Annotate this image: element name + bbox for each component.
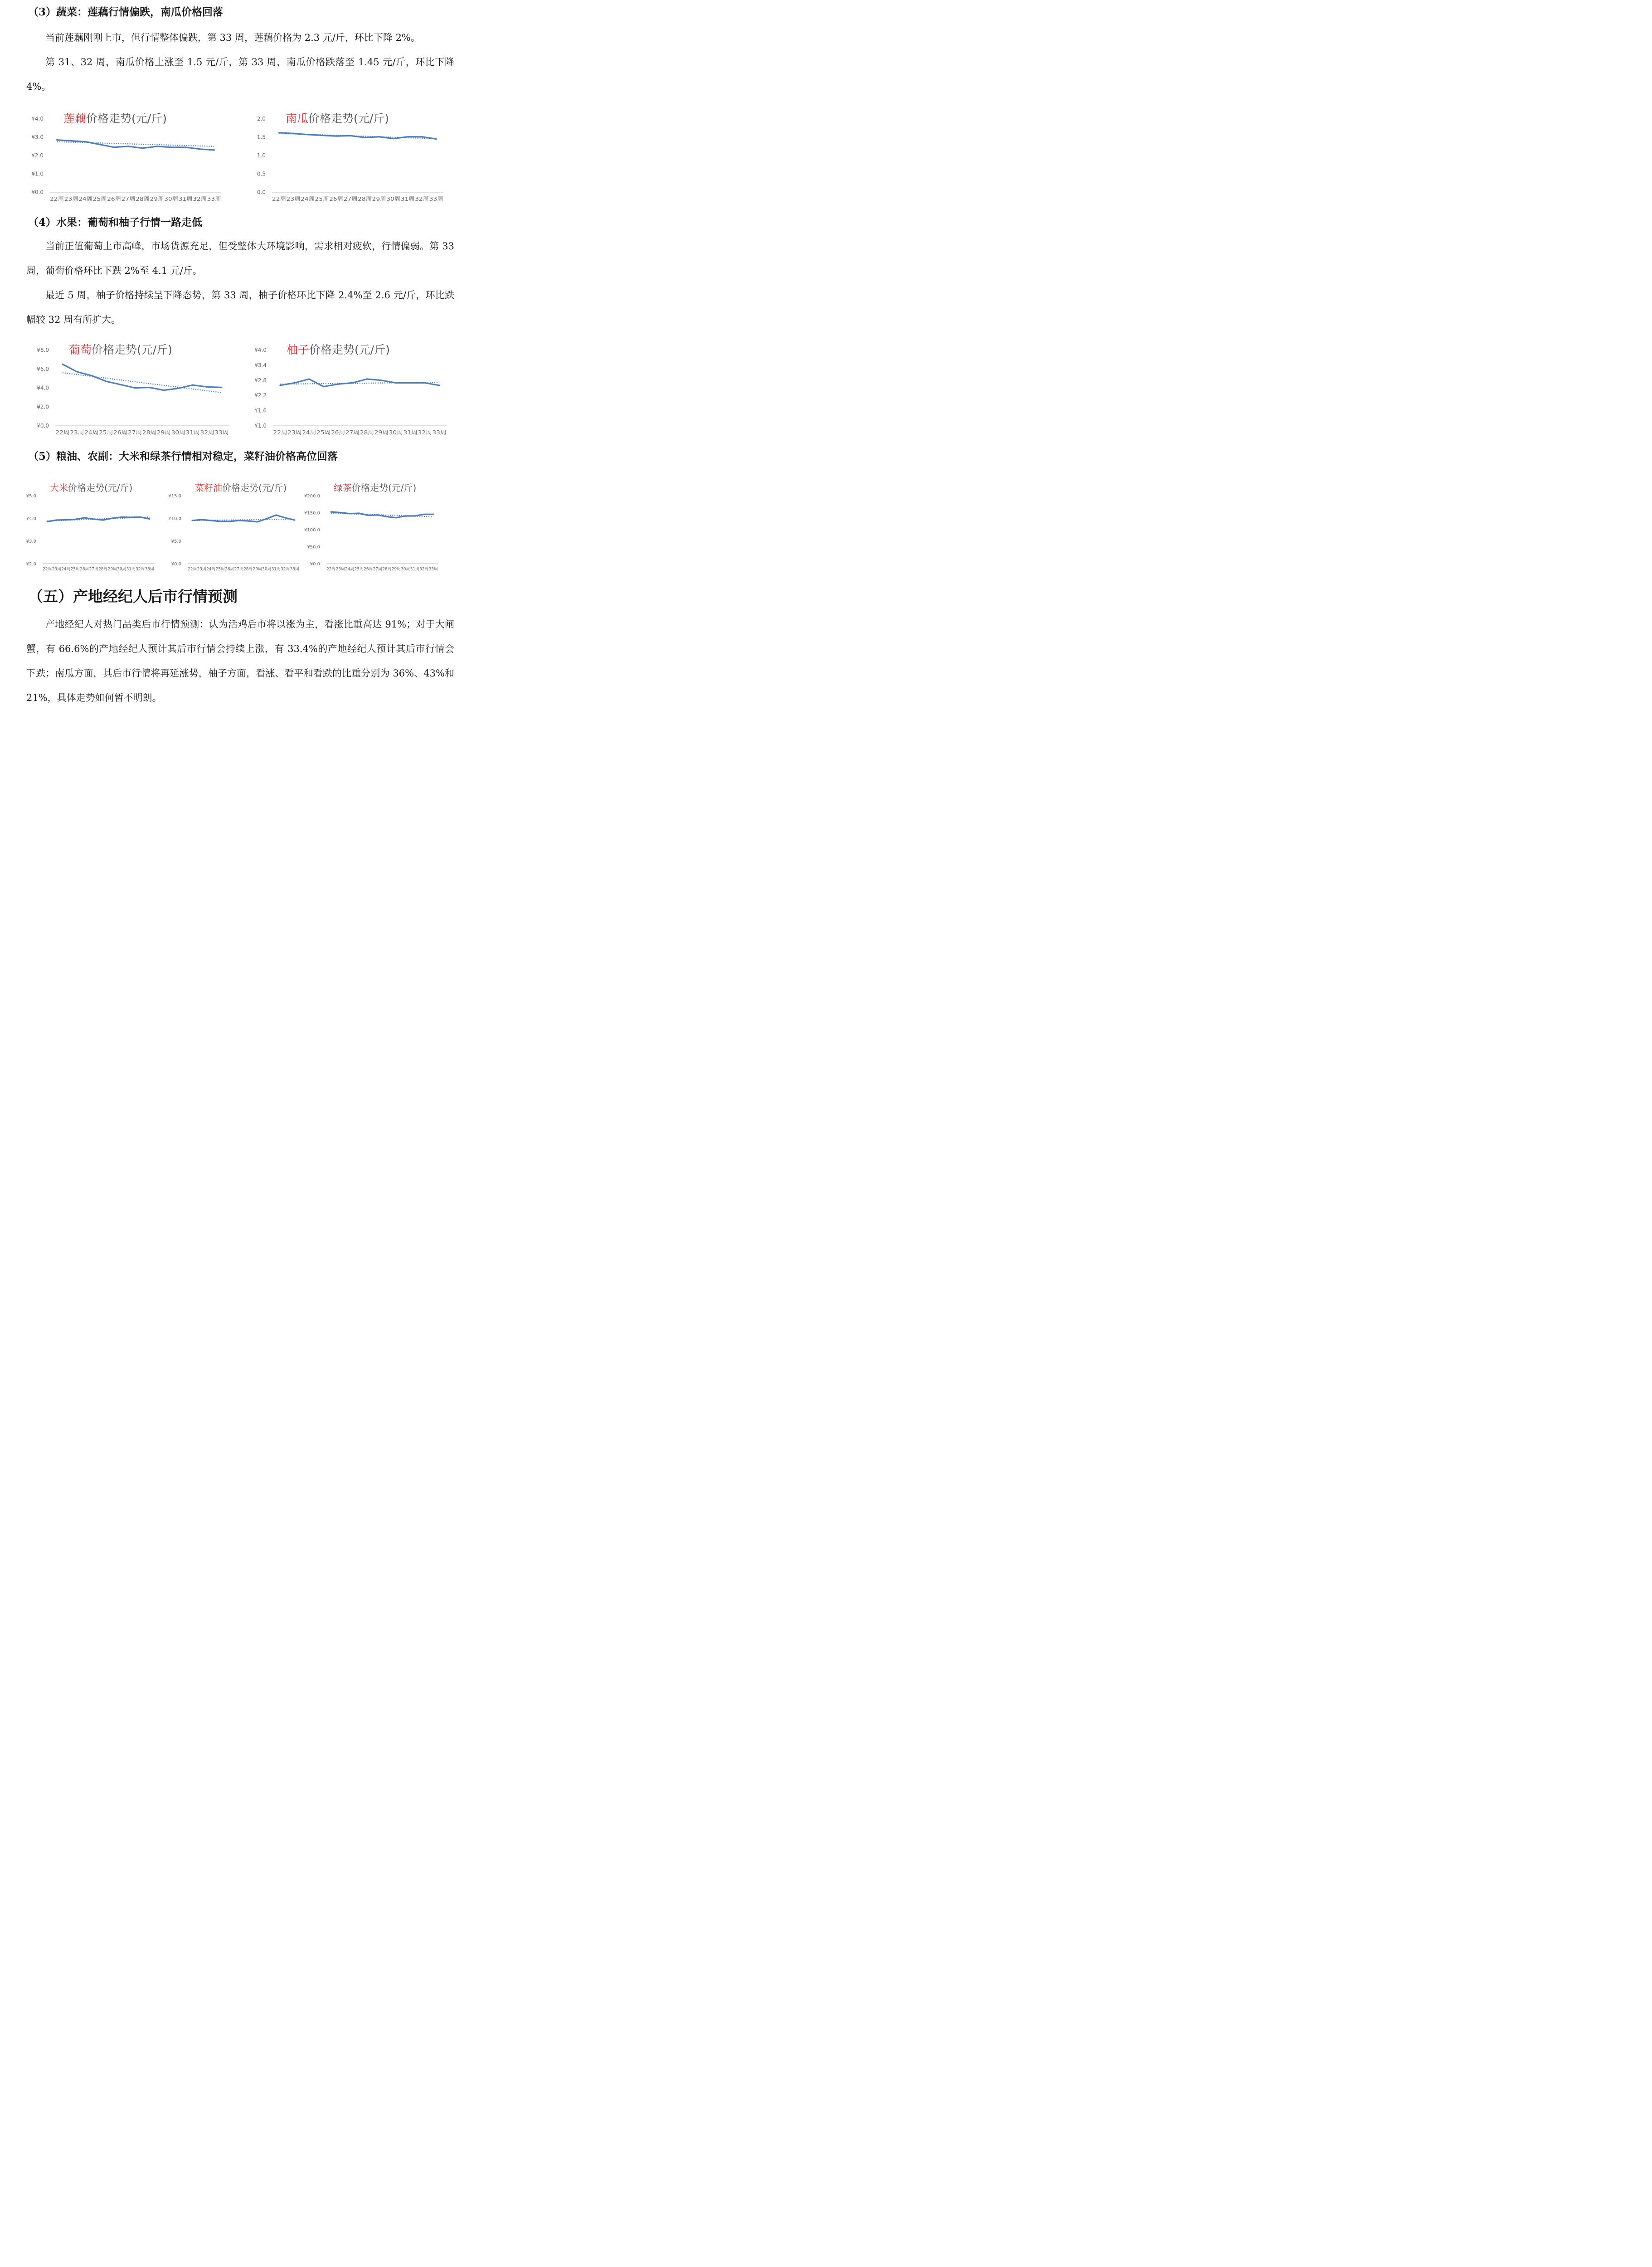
x-tick-label: 29周 bbox=[150, 196, 164, 202]
data-point bbox=[386, 516, 388, 517]
chart-title-highlight: 绿茶 bbox=[334, 482, 352, 493]
x-tick-label: 24周 bbox=[302, 429, 316, 436]
x-tick-label: 30周 bbox=[401, 567, 410, 572]
paragraph-grape: 当前正值葡萄上市高峰，市场货源充足，但受整体大环境影响，需求相对疲软，行情偏弱。第 33 周，葡萄价格环比下跌 2%至 4.1 元/斤。 bbox=[26, 241, 454, 276]
chart-title-highlight: 大米 bbox=[50, 482, 68, 493]
data-point bbox=[321, 135, 323, 136]
data-point bbox=[405, 515, 406, 516]
x-tick-label: 26周 bbox=[113, 429, 128, 436]
y-tick-label: ¥2.0 bbox=[26, 562, 36, 567]
x-tick-label: 24周 bbox=[84, 429, 99, 436]
x-tick-label: 31周 bbox=[178, 196, 193, 202]
x-tick-label: 27周 bbox=[127, 429, 142, 436]
y-tick-label: ¥4.0 bbox=[254, 347, 267, 353]
data-point bbox=[229, 521, 230, 522]
chart-pumpkin bbox=[248, 109, 448, 204]
data-point bbox=[140, 516, 141, 518]
data-point bbox=[93, 518, 94, 520]
x-tick-label: 24周 bbox=[78, 196, 93, 202]
x-tick-label: 26周 bbox=[107, 196, 121, 202]
data-point bbox=[393, 138, 394, 139]
data-point bbox=[62, 364, 63, 365]
data-point bbox=[257, 521, 258, 522]
y-tick-label: ¥0.0 bbox=[37, 423, 49, 429]
data-point bbox=[379, 136, 380, 137]
data-point bbox=[407, 136, 408, 137]
y-tick-label: ¥4.0 bbox=[26, 516, 36, 521]
x-tick-label: 24周 bbox=[61, 567, 71, 572]
green_tea-svg bbox=[306, 478, 442, 574]
x-tick-label: 28周 bbox=[360, 429, 374, 436]
x-tick-label: 30周 bbox=[262, 567, 272, 572]
rice-svg bbox=[23, 478, 159, 574]
y-tick-label: 0.5 bbox=[257, 170, 266, 177]
x-tick-label: 23周 bbox=[70, 429, 84, 436]
x-tick-label: 26周 bbox=[80, 567, 89, 572]
y-tick-label: 1.5 bbox=[257, 134, 266, 141]
chart-title bbox=[286, 112, 389, 125]
data-point bbox=[432, 514, 434, 515]
data-point bbox=[113, 146, 115, 148]
data-point bbox=[352, 382, 353, 384]
data-point bbox=[364, 137, 365, 138]
x-tick-label: 22周 bbox=[273, 429, 287, 436]
chart-rapeseed-oil bbox=[168, 478, 304, 574]
x-tick-label: 31周 bbox=[271, 567, 281, 572]
data-point bbox=[74, 519, 76, 520]
data-point bbox=[424, 382, 426, 384]
data-point bbox=[350, 135, 351, 136]
series-line bbox=[57, 140, 214, 150]
data-point bbox=[330, 511, 332, 512]
chart-title-highlight: 莲藕 bbox=[63, 112, 87, 125]
data-point bbox=[99, 144, 101, 145]
x-tick-label: 29周 bbox=[107, 567, 117, 572]
y-tick-label: ¥10.0 bbox=[168, 516, 181, 521]
chart-title bbox=[287, 343, 390, 356]
data-point bbox=[308, 378, 310, 379]
x-tick-label: 28周 bbox=[358, 196, 372, 202]
x-tick-label: 24周 bbox=[301, 196, 315, 202]
data-point bbox=[294, 382, 295, 384]
data-point bbox=[142, 147, 143, 149]
x-tick-label: 32周 bbox=[281, 567, 290, 572]
chart-grape bbox=[32, 340, 233, 438]
x-tick-label: 33周 bbox=[290, 567, 299, 572]
data-point bbox=[238, 520, 239, 521]
y-tick-label: ¥3.4 bbox=[254, 362, 267, 369]
y-tick-label: ¥3.0 bbox=[26, 539, 36, 544]
series-line bbox=[63, 364, 222, 390]
x-tick-label: 33周 bbox=[207, 196, 221, 202]
grape-svg bbox=[32, 340, 233, 438]
data-point bbox=[414, 515, 415, 516]
y-tick-label: ¥50.0 bbox=[307, 545, 320, 550]
x-tick-label: 30周 bbox=[171, 429, 185, 436]
x-tick-label: 28周 bbox=[382, 567, 392, 572]
x-tick-label: 32周 bbox=[418, 429, 432, 436]
chart-title-rest: 价格走势(元/斤) bbox=[352, 482, 417, 493]
x-tick-label: 25周 bbox=[315, 196, 329, 202]
y-tick-label: ¥6.0 bbox=[37, 365, 49, 372]
x-tick-label: 26周 bbox=[330, 429, 345, 436]
chart-title-highlight: 葡萄 bbox=[69, 343, 92, 356]
y-tick-label: ¥15.0 bbox=[168, 494, 181, 499]
chart-title-rest: 价格走势(元/斤) bbox=[68, 482, 133, 493]
chart-lotus bbox=[26, 109, 226, 204]
data-point bbox=[275, 514, 277, 516]
data-point bbox=[56, 519, 57, 521]
data-point bbox=[149, 387, 150, 388]
data-point bbox=[335, 135, 337, 136]
x-tick-label: 27周 bbox=[121, 196, 136, 202]
y-tick-label: 2.0 bbox=[257, 116, 266, 122]
section-heading-vegetables: （3）蔬菜：莲藕行情偏跌，南瓜价格回落 bbox=[28, 6, 224, 18]
x-tick-label: 30周 bbox=[389, 429, 403, 436]
data-point bbox=[323, 386, 324, 387]
y-tick-label: ¥0.0 bbox=[31, 189, 44, 195]
section-heading-forecast: （五）产地经纪人后市行情预测 bbox=[28, 588, 238, 605]
data-point bbox=[438, 384, 440, 386]
paragraph-lotus: 当前莲藕刚刚上市，但行情整体偏跌，第 33 周，莲藕价格为 2.3 元/斤，环比下降 2%。 bbox=[45, 32, 420, 43]
x-tick-label: 29周 bbox=[372, 196, 386, 202]
data-point bbox=[214, 149, 215, 151]
x-tick-label: 23周 bbox=[64, 196, 78, 202]
chart-title bbox=[50, 482, 132, 493]
chart-title bbox=[334, 482, 416, 493]
data-point bbox=[349, 513, 350, 514]
data-point bbox=[381, 379, 382, 381]
x-tick-label: 25周 bbox=[215, 567, 225, 572]
data-point bbox=[192, 520, 193, 521]
lotus-svg bbox=[26, 109, 226, 204]
x-tick-label: 31周 bbox=[410, 567, 419, 572]
chart-title bbox=[69, 343, 172, 356]
data-point bbox=[105, 380, 107, 382]
data-point bbox=[47, 521, 48, 522]
chart-title-highlight: 菜籽油 bbox=[195, 482, 222, 493]
data-point bbox=[71, 140, 72, 141]
data-point bbox=[199, 148, 200, 150]
y-tick-label: ¥5.0 bbox=[171, 539, 181, 544]
x-tick-label: 32周 bbox=[193, 196, 207, 202]
y-tick-label: ¥1.6 bbox=[254, 407, 267, 414]
data-point bbox=[134, 387, 136, 389]
data-point bbox=[170, 146, 172, 148]
x-tick-label: 32周 bbox=[415, 196, 429, 202]
y-tick-label: ¥2.0 bbox=[31, 152, 44, 159]
x-tick-label: 32周 bbox=[136, 567, 145, 572]
x-tick-label: 27周 bbox=[345, 429, 360, 436]
x-tick-label: 29周 bbox=[156, 429, 171, 436]
data-point bbox=[192, 384, 194, 386]
rapeseed_oil-svg bbox=[168, 478, 304, 574]
data-point bbox=[248, 520, 249, 521]
y-tick-label: ¥2.2 bbox=[254, 392, 267, 399]
data-point bbox=[163, 389, 165, 391]
x-tick-label: 26周 bbox=[329, 196, 344, 202]
x-tick-label: 25周 bbox=[316, 429, 331, 436]
x-tick-label: 29周 bbox=[253, 567, 262, 572]
trend-line bbox=[57, 142, 214, 146]
chart-title-rest: 价格走势(元/斤) bbox=[309, 343, 390, 356]
y-tick-label: ¥3.0 bbox=[31, 134, 44, 141]
x-tick-label: 26周 bbox=[225, 567, 234, 572]
x-tick-label: 30周 bbox=[164, 196, 179, 202]
data-point bbox=[121, 516, 122, 518]
data-point bbox=[207, 386, 208, 388]
x-tick-label: 28周 bbox=[136, 196, 150, 202]
data-point bbox=[307, 134, 308, 135]
y-tick-label: ¥1.0 bbox=[254, 423, 267, 429]
data-point bbox=[201, 519, 202, 520]
data-point bbox=[219, 521, 221, 522]
data-point bbox=[368, 515, 369, 516]
y-tick-label: ¥1.0 bbox=[31, 170, 44, 177]
section-heading-grain-oil: （5）粮油、农副：大米和绿茶行情相对稳定，菜籽油价格高位回落 bbox=[28, 450, 338, 462]
data-point bbox=[395, 517, 397, 518]
x-tick-label: 22周 bbox=[50, 196, 64, 202]
data-point bbox=[285, 517, 286, 518]
data-point bbox=[423, 514, 425, 515]
chart-title-highlight: 柚子 bbox=[287, 343, 310, 356]
x-tick-label: 31周 bbox=[403, 429, 418, 436]
data-point bbox=[221, 387, 222, 388]
x-tick-label: 31周 bbox=[185, 429, 200, 436]
data-point bbox=[185, 146, 186, 148]
y-tick-label: ¥2.0 bbox=[37, 404, 49, 410]
y-tick-label: ¥0.0 bbox=[310, 562, 320, 567]
data-point bbox=[421, 136, 423, 137]
x-tick-label: 22周 bbox=[43, 567, 52, 572]
chart-title-rest: 价格走势(元/斤) bbox=[92, 343, 172, 356]
data-point bbox=[337, 384, 339, 385]
chart-title bbox=[195, 482, 287, 493]
x-tick-label: 23周 bbox=[286, 196, 301, 202]
pumpkin-svg bbox=[248, 109, 448, 204]
x-tick-label: 28周 bbox=[243, 567, 253, 572]
y-tick-label: 1.0 bbox=[257, 152, 266, 159]
x-tick-label: 25周 bbox=[99, 429, 113, 436]
chart-pomelo bbox=[249, 340, 451, 438]
x-tick-label: 30周 bbox=[117, 567, 126, 572]
data-point bbox=[178, 388, 179, 389]
pomelo-svg bbox=[249, 340, 451, 438]
data-point bbox=[102, 519, 104, 521]
data-point bbox=[293, 133, 294, 134]
x-tick-label: 27周 bbox=[343, 196, 358, 202]
data-point bbox=[112, 517, 113, 519]
x-tick-label: 30周 bbox=[386, 196, 401, 202]
y-tick-label: ¥8.0 bbox=[37, 347, 49, 353]
data-point bbox=[76, 371, 78, 372]
chart-rice bbox=[23, 478, 159, 574]
x-tick-label: 29周 bbox=[391, 567, 401, 572]
data-point bbox=[130, 516, 131, 518]
data-point bbox=[84, 517, 85, 518]
x-tick-label: 31周 bbox=[126, 567, 136, 572]
x-tick-label: 22周 bbox=[188, 567, 197, 572]
chart-title bbox=[63, 112, 167, 125]
x-tick-label: 32周 bbox=[419, 567, 429, 572]
data-point bbox=[395, 382, 397, 384]
x-tick-label: 26周 bbox=[364, 567, 373, 572]
data-point bbox=[65, 519, 67, 521]
x-tick-label: 27周 bbox=[234, 567, 243, 572]
x-tick-label: 24周 bbox=[206, 567, 216, 572]
y-tick-label: 0.0 bbox=[257, 189, 266, 195]
y-tick-label: ¥0.0 bbox=[171, 562, 181, 567]
x-tick-label: 31周 bbox=[400, 196, 415, 202]
data-point bbox=[149, 518, 150, 520]
y-tick-label: ¥150.0 bbox=[304, 511, 320, 516]
y-tick-label: ¥4.0 bbox=[37, 384, 49, 391]
paragraph-pumpkin: 第 31、32 周，南瓜价格上涨至 1.5 元/斤，第 33 周，南瓜价格跌落至 1.45 元/斤，环比下降 4%。 bbox=[26, 57, 454, 92]
series-line bbox=[331, 512, 433, 518]
x-tick-label: 33周 bbox=[429, 196, 443, 202]
data-point bbox=[377, 514, 378, 516]
data-point bbox=[210, 520, 212, 521]
x-tick-label: 28周 bbox=[142, 429, 157, 436]
x-tick-label: 28周 bbox=[98, 567, 108, 572]
x-tick-label: 33周 bbox=[214, 429, 229, 436]
x-tick-label: 25周 bbox=[70, 567, 80, 572]
y-tick-label: ¥2.8 bbox=[254, 377, 267, 384]
x-tick-label: 25周 bbox=[92, 196, 107, 202]
x-tick-label: 29周 bbox=[374, 429, 389, 436]
x-tick-label: 23周 bbox=[287, 429, 302, 436]
data-point bbox=[85, 141, 86, 142]
data-point bbox=[358, 512, 360, 514]
series-line bbox=[279, 133, 437, 139]
x-tick-label: 22周 bbox=[272, 196, 287, 202]
chart-title-rest: 价格走势(元/斤) bbox=[308, 112, 389, 125]
data-point bbox=[278, 132, 280, 133]
data-point bbox=[56, 139, 58, 141]
series-line bbox=[47, 517, 149, 522]
x-tick-label: 22周 bbox=[326, 567, 336, 572]
section-heading-fruit: （4）水果：葡萄和柚子行情一路走低 bbox=[28, 216, 203, 229]
chart-green-tea bbox=[306, 478, 442, 574]
x-tick-label: 24周 bbox=[345, 567, 355, 572]
data-point bbox=[294, 519, 295, 521]
x-tick-label: 22周 bbox=[55, 429, 70, 436]
trend-line bbox=[63, 373, 222, 393]
x-tick-label: 33周 bbox=[145, 567, 154, 572]
data-point bbox=[120, 384, 121, 385]
x-tick-label: 27周 bbox=[89, 567, 98, 572]
x-tick-label: 33周 bbox=[432, 429, 447, 436]
data-point bbox=[91, 375, 92, 376]
x-tick-label: 27周 bbox=[373, 567, 382, 572]
paragraph-pomelo: 最近 5 周，柚子价格持续呈下降态势，第 33 周，柚子价格环比下降 2.4%至 2.6 元/斤，环比跌幅较 32 周有所扩大。 bbox=[26, 290, 454, 325]
y-tick-label: ¥100.0 bbox=[304, 528, 320, 533]
y-tick-label: ¥200.0 bbox=[304, 494, 320, 499]
x-tick-label: 23周 bbox=[335, 567, 345, 572]
data-point bbox=[366, 378, 368, 379]
data-point bbox=[266, 518, 267, 519]
x-tick-label: 23周 bbox=[52, 567, 61, 572]
data-point bbox=[410, 382, 411, 384]
paragraph-forecast: 产地经纪人对热门品类后市行情预测：认为活鸡后市将以涨为主，看涨比重高达 91%；对于大闸蟹，有 66.6%的产地经纪人预计其后市行情会持续上涨，有 33.4%的产地经纪人预计其后市行情会下跌；南瓜方面，其后市行情将再延涨势，柚子方面，看涨、看平和看跌的比重分别为 36%、43%和 21%，具体走势如何暂不明朗。 bbox=[26, 619, 454, 703]
series-line bbox=[192, 515, 295, 522]
data-point bbox=[340, 512, 341, 513]
x-tick-label: 32周 bbox=[200, 429, 214, 436]
x-tick-label: 25周 bbox=[354, 567, 364, 572]
chart-title-highlight: 南瓜 bbox=[286, 112, 309, 125]
chart-title-rest: 价格走势(元/斤) bbox=[86, 112, 167, 125]
x-tick-label: 33周 bbox=[428, 567, 438, 572]
data-point bbox=[156, 146, 158, 147]
data-point bbox=[436, 138, 437, 140]
chart-title-rest: 价格走势(元/斤) bbox=[222, 482, 287, 493]
y-tick-label: ¥5.0 bbox=[26, 494, 36, 499]
data-point bbox=[279, 384, 281, 386]
y-tick-label: ¥4.0 bbox=[31, 116, 44, 122]
x-tick-label: 23周 bbox=[197, 567, 206, 572]
data-point bbox=[128, 146, 129, 147]
